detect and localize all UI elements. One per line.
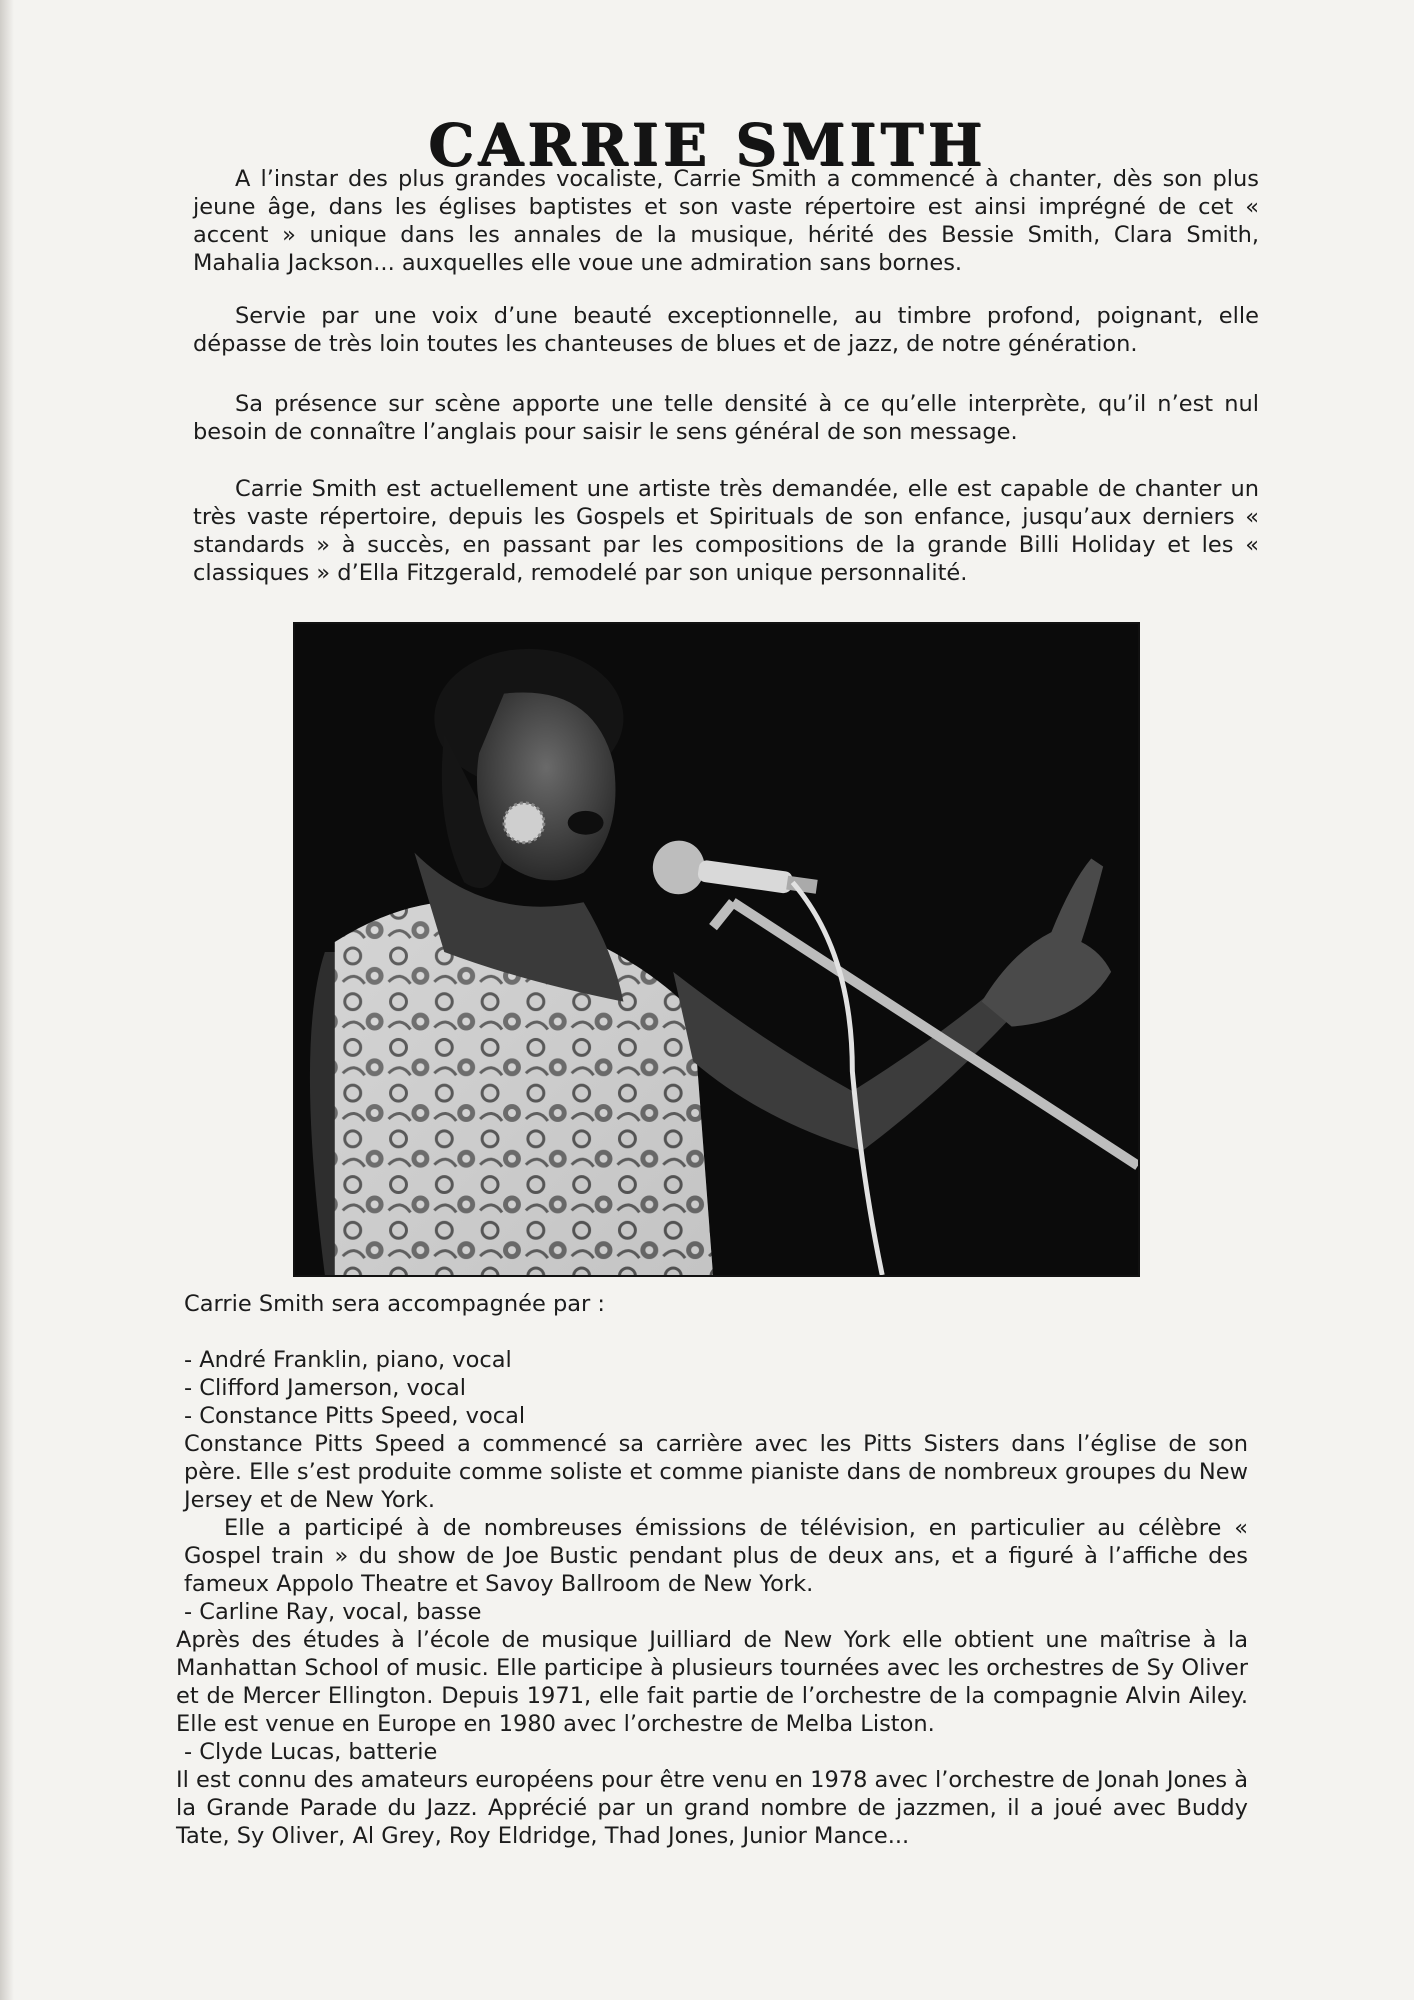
accompaniment-section — [176, 1290, 1249, 1850]
paragraph-stage-presence: Sa présence sur scène apporte une telle densité à ce qu’elle interprète, qu’il n’est nul besoin de connaître l’anglais pour saisir le sens général de son message. — [193, 391, 1259, 445]
paragraph-repertoire: Carrie Smith est actuellement une artiste très demandée, elle est capable de chanter un très vaste répertoire, depuis les Gospels et Spirituals de son enfance, jusqu’aux derniers « standards » à succès, en passant par les compositions de la grande Billi Holiday et les « classiques » d’Ella Fitzgerald, remodelé par son unique personnalité. — [193, 476, 1259, 586]
member-carline-ray: - Carline Ray, vocal, basse — [184, 1599, 482, 1625]
carline-bio: Après des études à l’école de musique Juilliard de New York elle obtient une maîtrise à la Manhattan School of music. Elle participe à plusieurs tournées avec les orchestres de Sy Oliver et de Mercer Ellington. Depuis 1971, elle fait partie de l’orchestre de la compagnie Alvin Ailey. Elle est venue en Europe en 1980 avec l’orchestre de Melba Liston. — [176, 1627, 1248, 1737]
accompaniment-intro: Carrie Smith sera accompagnée par : — [184, 1291, 606, 1317]
page-edge-shadow — [0, 0, 14, 2000]
clyde-bio: Il est connu des amateurs européens pour être venu en 1978 avec l’orchestre de Jonah Jones à la Grande Parade du Jazz. Apprécié par un grand nombre de jazzmen, il a joué avec Buddy Tate, Sy Oliver, Al Grey, Roy Eldridge, Thad Jones, Junior Mance... — [176, 1767, 1249, 1849]
member-clyde-lucas: - Clyde Lucas, batterie — [184, 1739, 438, 1765]
member-clifford-jamerson: - Clifford Jamerson, vocal — [184, 1375, 467, 1401]
constance-bio-2: Elle a participé à de nombreuses émissions de télévision, en particulier au célèbre « Gospel train » du show de Joe Bustic pendant plus de deux ans, et a figuré à l’affiche des fameux Appolo Theatre et Savoy Ballroom de New York. — [184, 1515, 1248, 1597]
member-andre-franklin: - André Franklin, piano, vocal — [184, 1347, 512, 1373]
paragraph-intro: A l’instar des plus grandes vocaliste, Carrie Smith a commencé à chanter, dès son plus jeune âge, dans les églises baptistes et son vaste répertoire est ainsi imprégné de cet « accent » unique dans les annales de la musique, hérité des Bessie Smith, Clara Smith, Mahalia Jackson... auxquelles elle voue une admiration sans bornes. — [193, 166, 1259, 276]
member-constance-pitts-speed: - Constance Pitts Speed, vocal — [184, 1403, 526, 1429]
page-title: CARRIE SMITH — [427, 110, 987, 179]
singer-photo — [293, 622, 1140, 1277]
singer-photo-illustration — [295, 624, 1138, 1275]
paragraph-voice: Servie par une voix d’une beauté exceptionnelle, au timbre profond, poignant, elle dépasse de très loin toutes les chanteuses de blues et de jazz, de notre génération. — [193, 303, 1259, 357]
constance-bio-1: Constance Pitts Speed a commencé sa carrière avec les Pitts Sisters dans l’église de son père. Elle s’est produite comme soliste et comme pianiste dans de nombreux groupes du New Jersey et de New York. — [184, 1431, 1248, 1513]
